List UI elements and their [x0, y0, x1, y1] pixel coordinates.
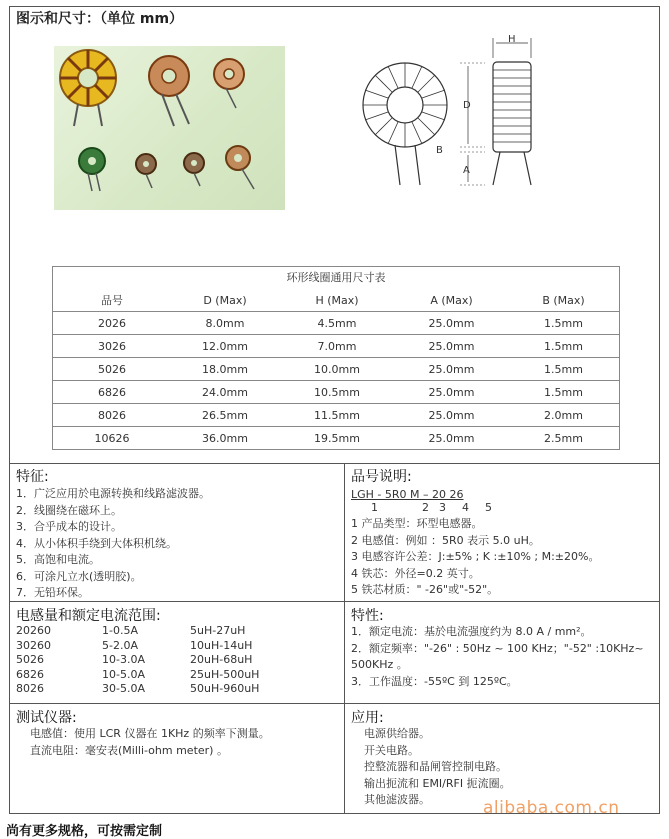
- table-cell: 25.0mm: [395, 335, 508, 358]
- sketch-label-b: B: [436, 145, 443, 156]
- digit-3: 3: [439, 501, 446, 514]
- ranges-table: [16, 624, 310, 697]
- list-item: 5 铁芯材质：" -26"或"-52"。: [351, 583, 499, 596]
- table-cell: 8.0mm: [171, 312, 279, 335]
- toroid-small-2: [184, 153, 204, 186]
- table-cell: 11.5mm: [279, 404, 395, 427]
- range-cell: 1-0.5A: [102, 624, 138, 637]
- toroid-small-1: [136, 154, 156, 188]
- features-list: [16, 486, 210, 602]
- list-item: 开关电路。: [364, 743, 419, 757]
- col-header-d: D (Max): [171, 289, 279, 312]
- range-row: [16, 668, 310, 683]
- table-cell: 1.5mm: [508, 358, 620, 381]
- list-item: 电感值：使用 LCR 仪器在 1KHz 的频率下测量。: [30, 727, 270, 740]
- part-number-list: [351, 516, 599, 599]
- table-row: [53, 335, 620, 358]
- features-title: 特征:: [16, 469, 49, 485]
- instruments-list: [30, 726, 270, 759]
- table-cell: 36.0mm: [171, 427, 279, 450]
- list-item: 4．从小体积手绕到大体积机绕。: [16, 536, 177, 550]
- table-cell: 2.0mm: [508, 404, 620, 427]
- range-row: [16, 682, 310, 697]
- table-cell: 25.0mm: [395, 427, 508, 450]
- range-cell: 20260: [16, 624, 51, 637]
- table-cell: 10.5mm: [279, 381, 395, 404]
- table-cell: 19.5mm: [279, 427, 395, 450]
- applications-title: 应用:: [351, 710, 384, 726]
- table-cell: 7.0mm: [279, 335, 395, 358]
- dimension-sketch: [360, 30, 550, 215]
- toroid-green: [79, 148, 105, 191]
- part-number-code: [351, 488, 492, 515]
- range-cell: 50uH-960uH: [190, 682, 260, 695]
- list-item: 直流电阻：毫安表(Milli-ohm meter) 。: [30, 743, 228, 757]
- range-row: [16, 624, 310, 639]
- table-cell: 24.0mm: [171, 381, 279, 404]
- table-row: [53, 404, 620, 427]
- table-cell: 6826: [53, 381, 172, 404]
- col-header-b: B (Max): [508, 289, 620, 312]
- part-number-title: 品号说明:: [351, 469, 412, 485]
- table-cell: 10.0mm: [279, 358, 395, 381]
- range-cell: 8026: [16, 682, 44, 695]
- list-item: 2．额定频率："-26" : 50Hz ~ 100 KHz；"-52" :10KHz~: [351, 641, 644, 655]
- list-item: 输出扼流和 EMI/RFI 扼流圈。: [364, 776, 511, 790]
- toroid-small-top: [214, 59, 244, 108]
- list-item: 1 产品类型：环型电感器。: [351, 517, 483, 530]
- list-item: 5．高饱和电流。: [16, 553, 100, 566]
- range-cell: 6826: [16, 667, 44, 681]
- table-cell: 10626: [53, 427, 172, 450]
- list-item: 控整流器和晶闸管控制电路。: [364, 760, 507, 773]
- range-cell: 10-3.0A: [102, 653, 145, 666]
- sketch-label-h: H: [508, 34, 516, 45]
- toroid-medium: [149, 56, 189, 126]
- list-item: 1．额定电流：基於电流强度约为 8.0 A / mm²。: [351, 625, 592, 638]
- range-cell: 10-5.0A: [102, 667, 145, 681]
- list-item: 3 电感容许公差：J:±5% ; K :±10% ; M:±20%。: [351, 550, 600, 563]
- table-cell: 5026: [53, 358, 172, 381]
- table-cell: 1.5mm: [508, 335, 620, 358]
- divider-top: [9, 463, 660, 464]
- table-row: [53, 427, 620, 450]
- list-item: 电源供给器。: [364, 727, 430, 740]
- part-number-digits: [351, 501, 492, 515]
- range-row: [16, 653, 310, 668]
- digit-2: 2: [422, 501, 429, 514]
- table-cell: 25.0mm: [395, 381, 508, 404]
- list-item: 7．无铅环保。: [16, 586, 89, 599]
- table-cell: 25.0mm: [395, 404, 508, 427]
- table-cell: 4.5mm: [279, 312, 395, 335]
- list-item: 2 电感值：例如 ：5R0 表示 5.0 uH。: [351, 533, 540, 547]
- table-caption: 环形线圈通用尺寸表: [52, 266, 620, 289]
- ranges-title: 电感量和额定电流范围:: [16, 608, 161, 624]
- table-row: [53, 381, 620, 404]
- range-cell: 5-2.0A: [102, 638, 138, 652]
- divider-vertical: [344, 463, 345, 814]
- toroid-large: [60, 50, 116, 126]
- toroid-small-3: [226, 146, 254, 189]
- properties-title: 特性:: [351, 608, 384, 624]
- table-cell: 26.5mm: [171, 404, 279, 427]
- range-cell: 10uH-14uH: [190, 638, 253, 652]
- table-row: [53, 358, 620, 381]
- table-cell: 25.0mm: [395, 312, 508, 335]
- table-cell: 18.0mm: [171, 358, 279, 381]
- divider-lower: [9, 703, 660, 704]
- range-cell: 5uH-27uH: [190, 624, 246, 637]
- table-cell: 25.0mm: [395, 358, 508, 381]
- product-photo-graphic: [54, 46, 285, 210]
- digit-1: 1: [371, 501, 378, 514]
- list-item: 1．广泛应用於电源转换和线路滤波器。: [16, 487, 210, 500]
- watermark: alibaba.com.cn: [483, 798, 620, 818]
- instruments-title: 测试仪器:: [16, 710, 77, 726]
- table-cell: 1.5mm: [508, 381, 620, 404]
- applications-list: [364, 726, 511, 809]
- range-cell: 30260: [16, 638, 51, 652]
- properties-list: [351, 624, 644, 690]
- col-header-a: A (Max): [395, 289, 508, 312]
- range-row: [16, 639, 310, 654]
- sketch-label-d: D: [463, 100, 471, 111]
- dimension-table: [52, 266, 620, 450]
- range-cell: 5026: [16, 653, 44, 666]
- list-item: 2．线圈绕在磁环上。: [16, 503, 122, 517]
- list-item: 其他滤波器。: [364, 793, 430, 806]
- sketch-label-a: A: [463, 165, 470, 176]
- col-header-h: H (Max): [279, 289, 395, 312]
- table-cell: 3026: [53, 335, 172, 358]
- part-number-code-text: LGH - 5R0 M – 20 26: [351, 488, 464, 501]
- list-item: 4 铁芯：外径=0.2 英寸。: [351, 566, 480, 580]
- range-cell: 20uH-68uH: [190, 653, 253, 666]
- table-cell: 12.0mm: [171, 335, 279, 358]
- range-cell: 25uH-500uH: [190, 667, 260, 681]
- table-cell: 2026: [53, 312, 172, 335]
- page-title: 图示和尺寸：（单位 mm）: [16, 11, 184, 27]
- footer-note: 尚有更多规格，可按需定制: [6, 824, 163, 839]
- table-cell: 2.5mm: [508, 427, 620, 450]
- product-photo: [54, 46, 285, 210]
- col-header-part: 品号: [53, 289, 172, 312]
- digit-4: 4: [462, 501, 469, 514]
- table-cell: 8026: [53, 404, 172, 427]
- list-item: 3．合乎成本的设计。: [16, 520, 122, 533]
- range-cell: 30-5.0A: [102, 682, 145, 695]
- table-cell: 1.5mm: [508, 312, 620, 335]
- table-header-row: [53, 289, 620, 312]
- table-row: [53, 312, 620, 335]
- list-item: 6．可涂凡立水(透明胶)。: [16, 569, 142, 583]
- digit-5: 5: [485, 501, 492, 514]
- list-item: 500KHz 。: [351, 658, 408, 671]
- list-item: 3．工作温度：-55ºC 到 125ºC。: [351, 674, 518, 688]
